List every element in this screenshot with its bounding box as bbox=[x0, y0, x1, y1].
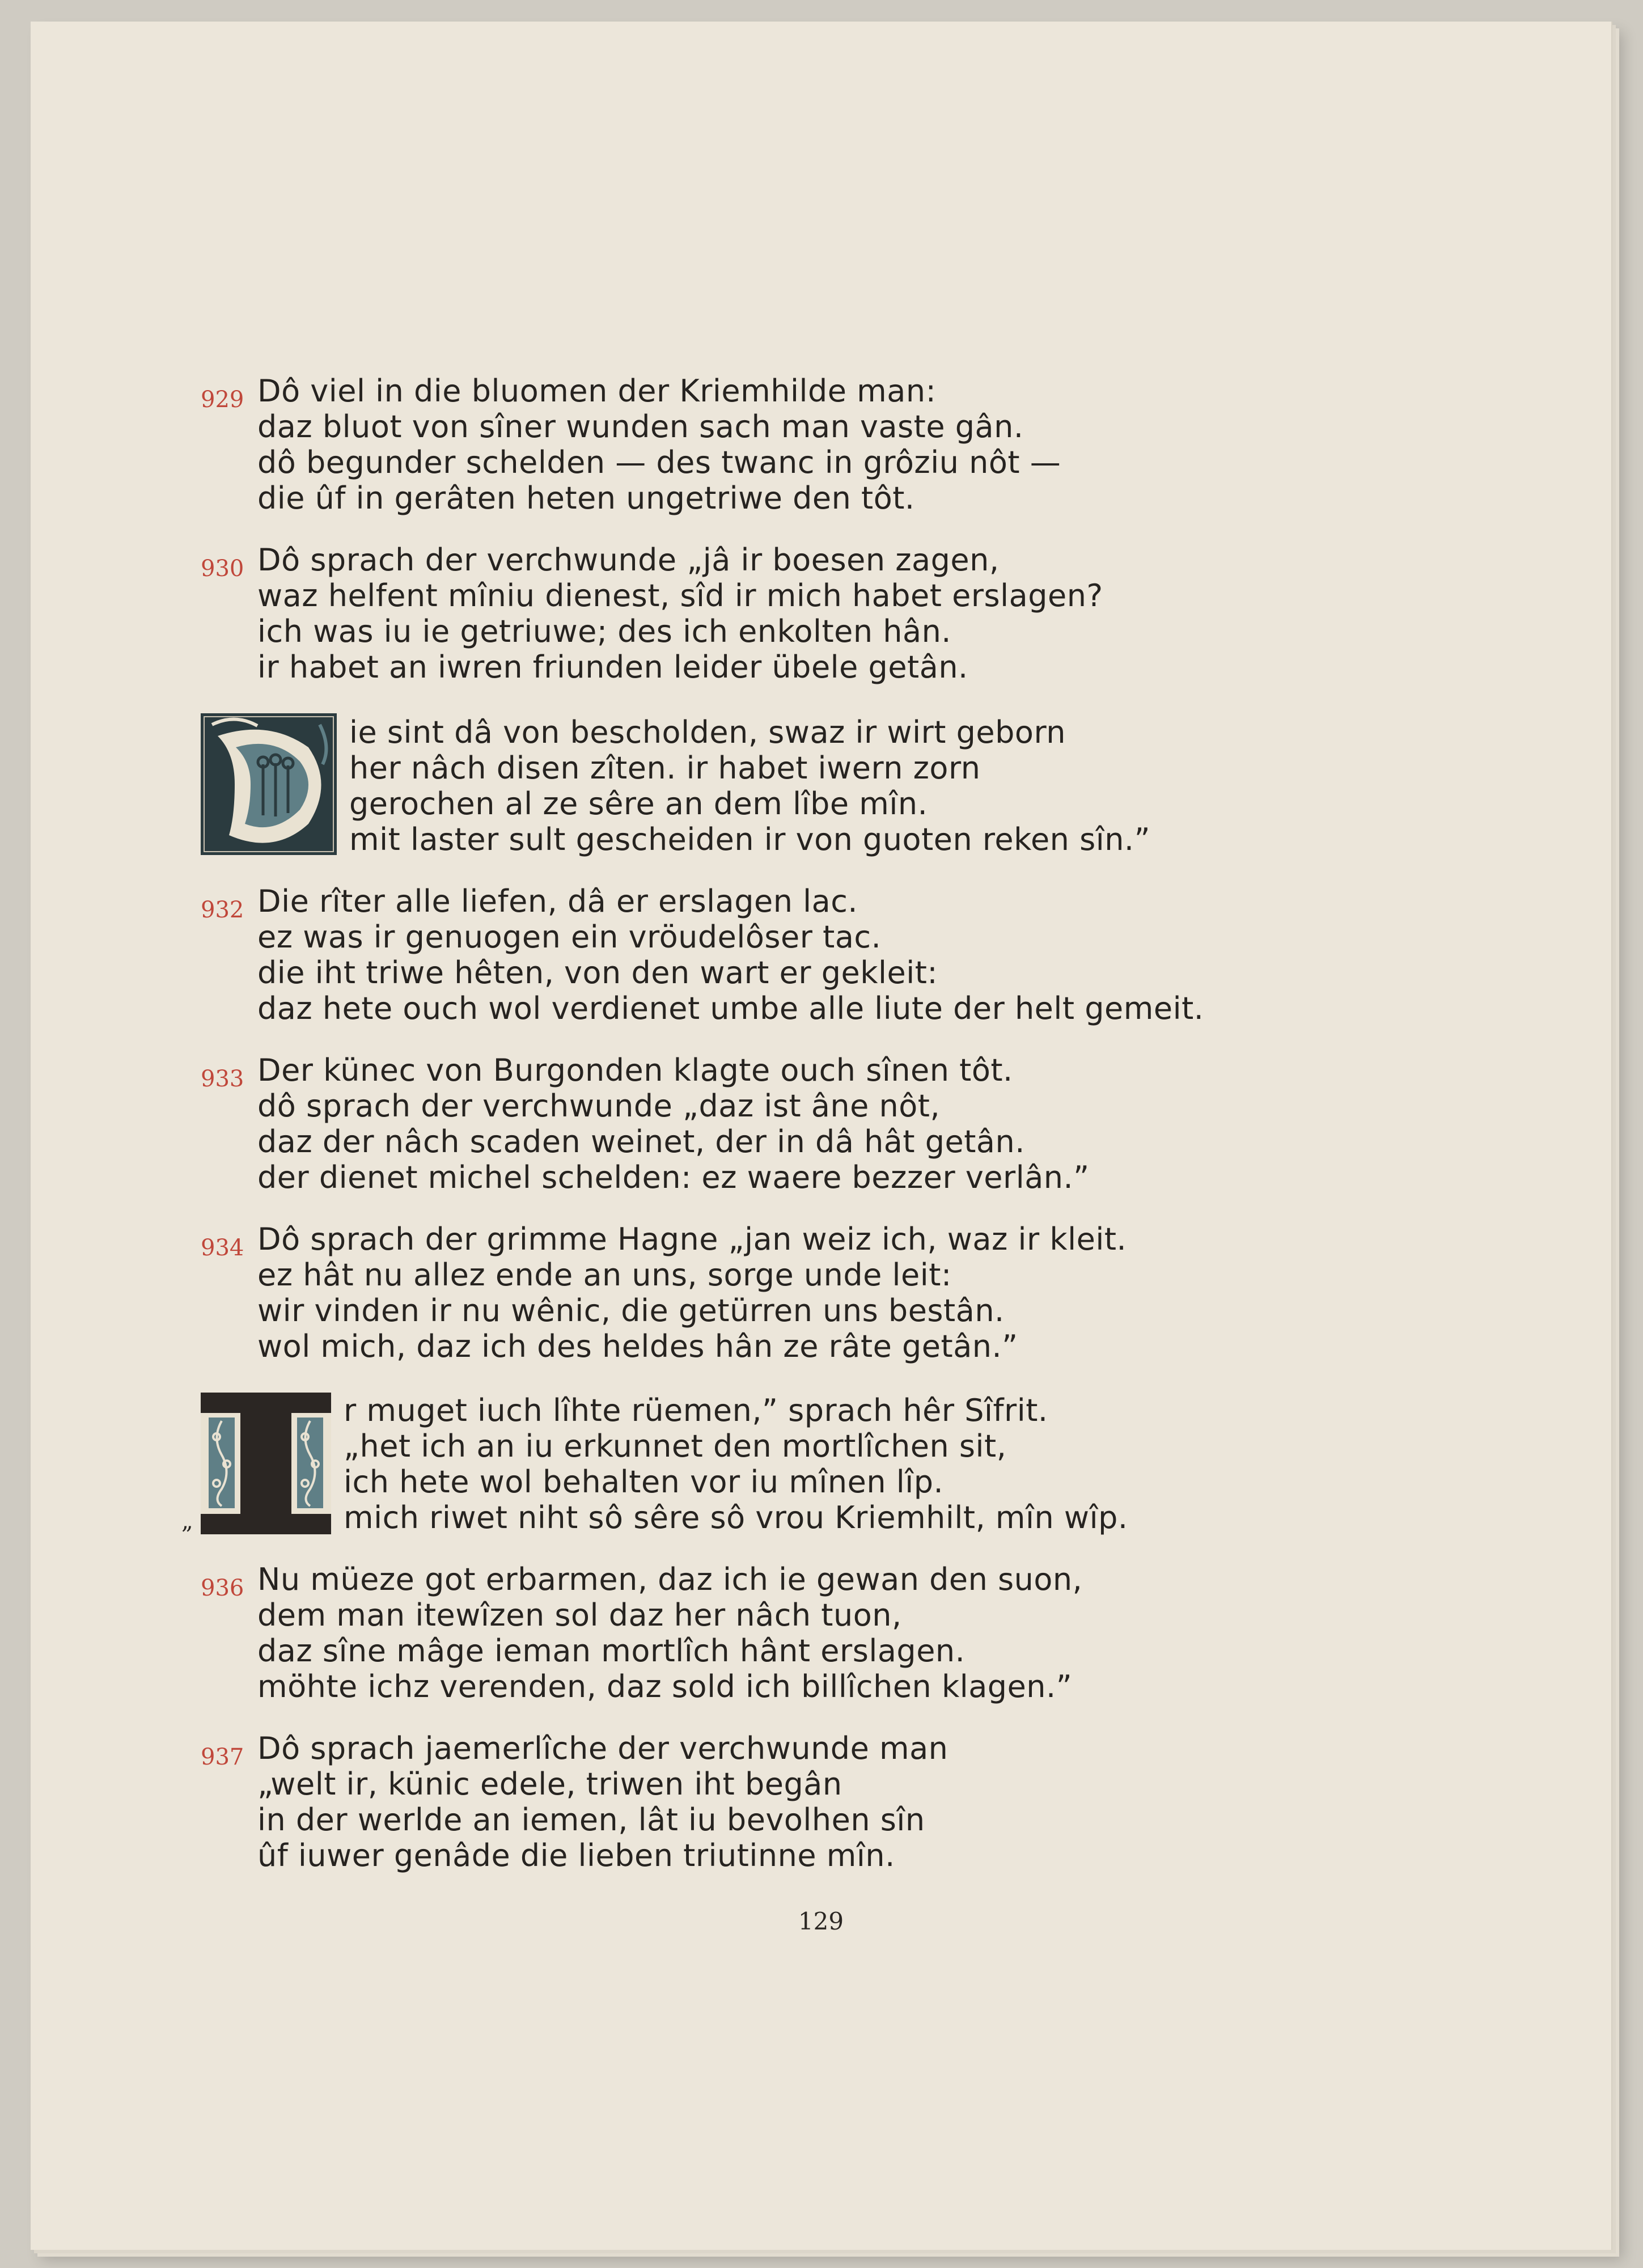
page-number: 129 bbox=[798, 1907, 844, 1935]
verse-line: Die rîter alle liefen, dâ er erslagen lac. bbox=[257, 883, 858, 919]
verse-line: daz hete ouch wol verdienet umbe alle liute der helt gemeit. bbox=[257, 991, 1204, 1026]
stanza-933 bbox=[201, 1052, 1391, 1195]
verse-line: daz sîne mâge ieman mortlîch hânt erslagen. bbox=[257, 1633, 966, 1669]
verse-line: die iht triwe hêten, von den wart er gekleit: bbox=[257, 955, 938, 991]
verse-line: dem man itewîzen sol daz her nâch tuon, bbox=[257, 1597, 902, 1633]
verse-line: Dô sprach der verchwunde „jâ ir boesen zagen, bbox=[257, 542, 1000, 578]
stanza-929 bbox=[201, 373, 1391, 516]
verse-line: dô sprach der verchwunde „daz ist âne nôt, bbox=[257, 1088, 941, 1124]
verse-line: Nu müeze got erbarmen, daz ich ie gewan den suon, bbox=[257, 1562, 1083, 1597]
stanza-935 bbox=[181, 1390, 1391, 1535]
verse-line: her nâch disen zîten. ir habet iwern zorn bbox=[349, 750, 981, 786]
verse-line: r muget iuch lîhte rüemen,” sprach hêr Sîfrit. bbox=[344, 1393, 1048, 1428]
stanza-934 bbox=[201, 1221, 1391, 1364]
decorated-initial-d bbox=[201, 713, 337, 855]
stanza-number: 937 bbox=[201, 1744, 244, 1770]
stanza-number: 929 bbox=[201, 387, 244, 413]
verse-line: der dienet michel schelden: ez waere bezzer verlân.” bbox=[257, 1160, 1090, 1195]
verse-line: „het ich an iu erkunnet den mortlîchen sit, bbox=[344, 1428, 1007, 1464]
book-page bbox=[31, 22, 1612, 2250]
verse-line: waz helfent mîniu dienest, sîd ir mich habet erslagen? bbox=[257, 578, 1103, 613]
poem-text bbox=[181, 373, 1391, 1899]
verse-line: ez was ir genuogen ein vröudelôser tac. bbox=[257, 919, 882, 955]
verse-line: daz der nâch scaden weinet, der in dâ hât getân. bbox=[257, 1124, 1025, 1160]
verse-line: Dô sprach der grimme Hagne „jan weiz ich, waz ir kleit. bbox=[257, 1221, 1127, 1257]
stanza-number: 936 bbox=[201, 1575, 244, 1601]
stanza-number: 934 bbox=[201, 1235, 244, 1261]
verse-line: Dô sprach jaemerlîche der verchwunde man bbox=[257, 1730, 948, 1766]
verse-line: mich riwet niht sô sêre sô vrou Kriemhilt, mîn wîp. bbox=[344, 1500, 1128, 1535]
stanza-937 bbox=[201, 1730, 1391, 1873]
verse-line: ez hât nu allez ende an uns, sorge unde leit: bbox=[257, 1257, 952, 1293]
verse-line: ie sint dâ von bescholden, swaz ir wirt geborn bbox=[349, 714, 1066, 750]
stanza-932 bbox=[201, 883, 1391, 1026]
stanza-936 bbox=[201, 1562, 1391, 1704]
verse-line: ir habet an iwren friunden leider übele getân. bbox=[257, 649, 968, 685]
verse-line: die ûf in gerâten heten ungetriwe den tôt. bbox=[257, 480, 915, 516]
verse-line: möhte ichz verenden, daz sold ich billîchen klagen.” bbox=[257, 1669, 1073, 1704]
stanza-number: 933 bbox=[201, 1066, 244, 1092]
decorated-initial-i bbox=[181, 1393, 331, 1534]
stanza-931 bbox=[201, 711, 1391, 857]
verse-line: ich hete wol behalten vor iu mînen lîp. bbox=[344, 1464, 944, 1500]
opening-quote: „ bbox=[181, 1508, 193, 1534]
verse-line: mit laster sult gescheiden ir von guoten reken sîn.” bbox=[349, 822, 1151, 857]
verse-line: ûf iuwer genâde die lieben triutinne mîn. bbox=[257, 1838, 895, 1873]
verse-line: wol mich, daz ich des heldes hân ze râte getân.” bbox=[257, 1328, 1018, 1364]
verse-line: Der künec von Burgonden klagte ouch sînen tôt. bbox=[257, 1052, 1013, 1088]
verse-line: „welt ir, künic edele, triwen iht begân bbox=[257, 1766, 842, 1802]
stanza-number: 930 bbox=[201, 556, 244, 582]
verse-line: gerochen al ze sêre an dem lîbe mîn. bbox=[349, 786, 928, 822]
verse-line: dô begunder schelden — des twanc in grôziu nôt — bbox=[257, 445, 1061, 480]
verse-line: ich was iu ie getriuwe; des ich enkolten hân. bbox=[257, 613, 951, 649]
verse-line: daz bluot von sîner wunden sach man vaste gân. bbox=[257, 409, 1024, 445]
verse-line: in der werlde an iemen, lât iu bevolhen sîn bbox=[257, 1802, 925, 1838]
verse-line: Dô viel in die bluomen der Kriemhilde man: bbox=[257, 373, 937, 409]
stanza-number: 932 bbox=[201, 897, 244, 923]
verse-line: wir vinden ir nu wênic, die getürren uns bestân. bbox=[257, 1293, 1005, 1328]
stanza-930 bbox=[201, 542, 1391, 685]
